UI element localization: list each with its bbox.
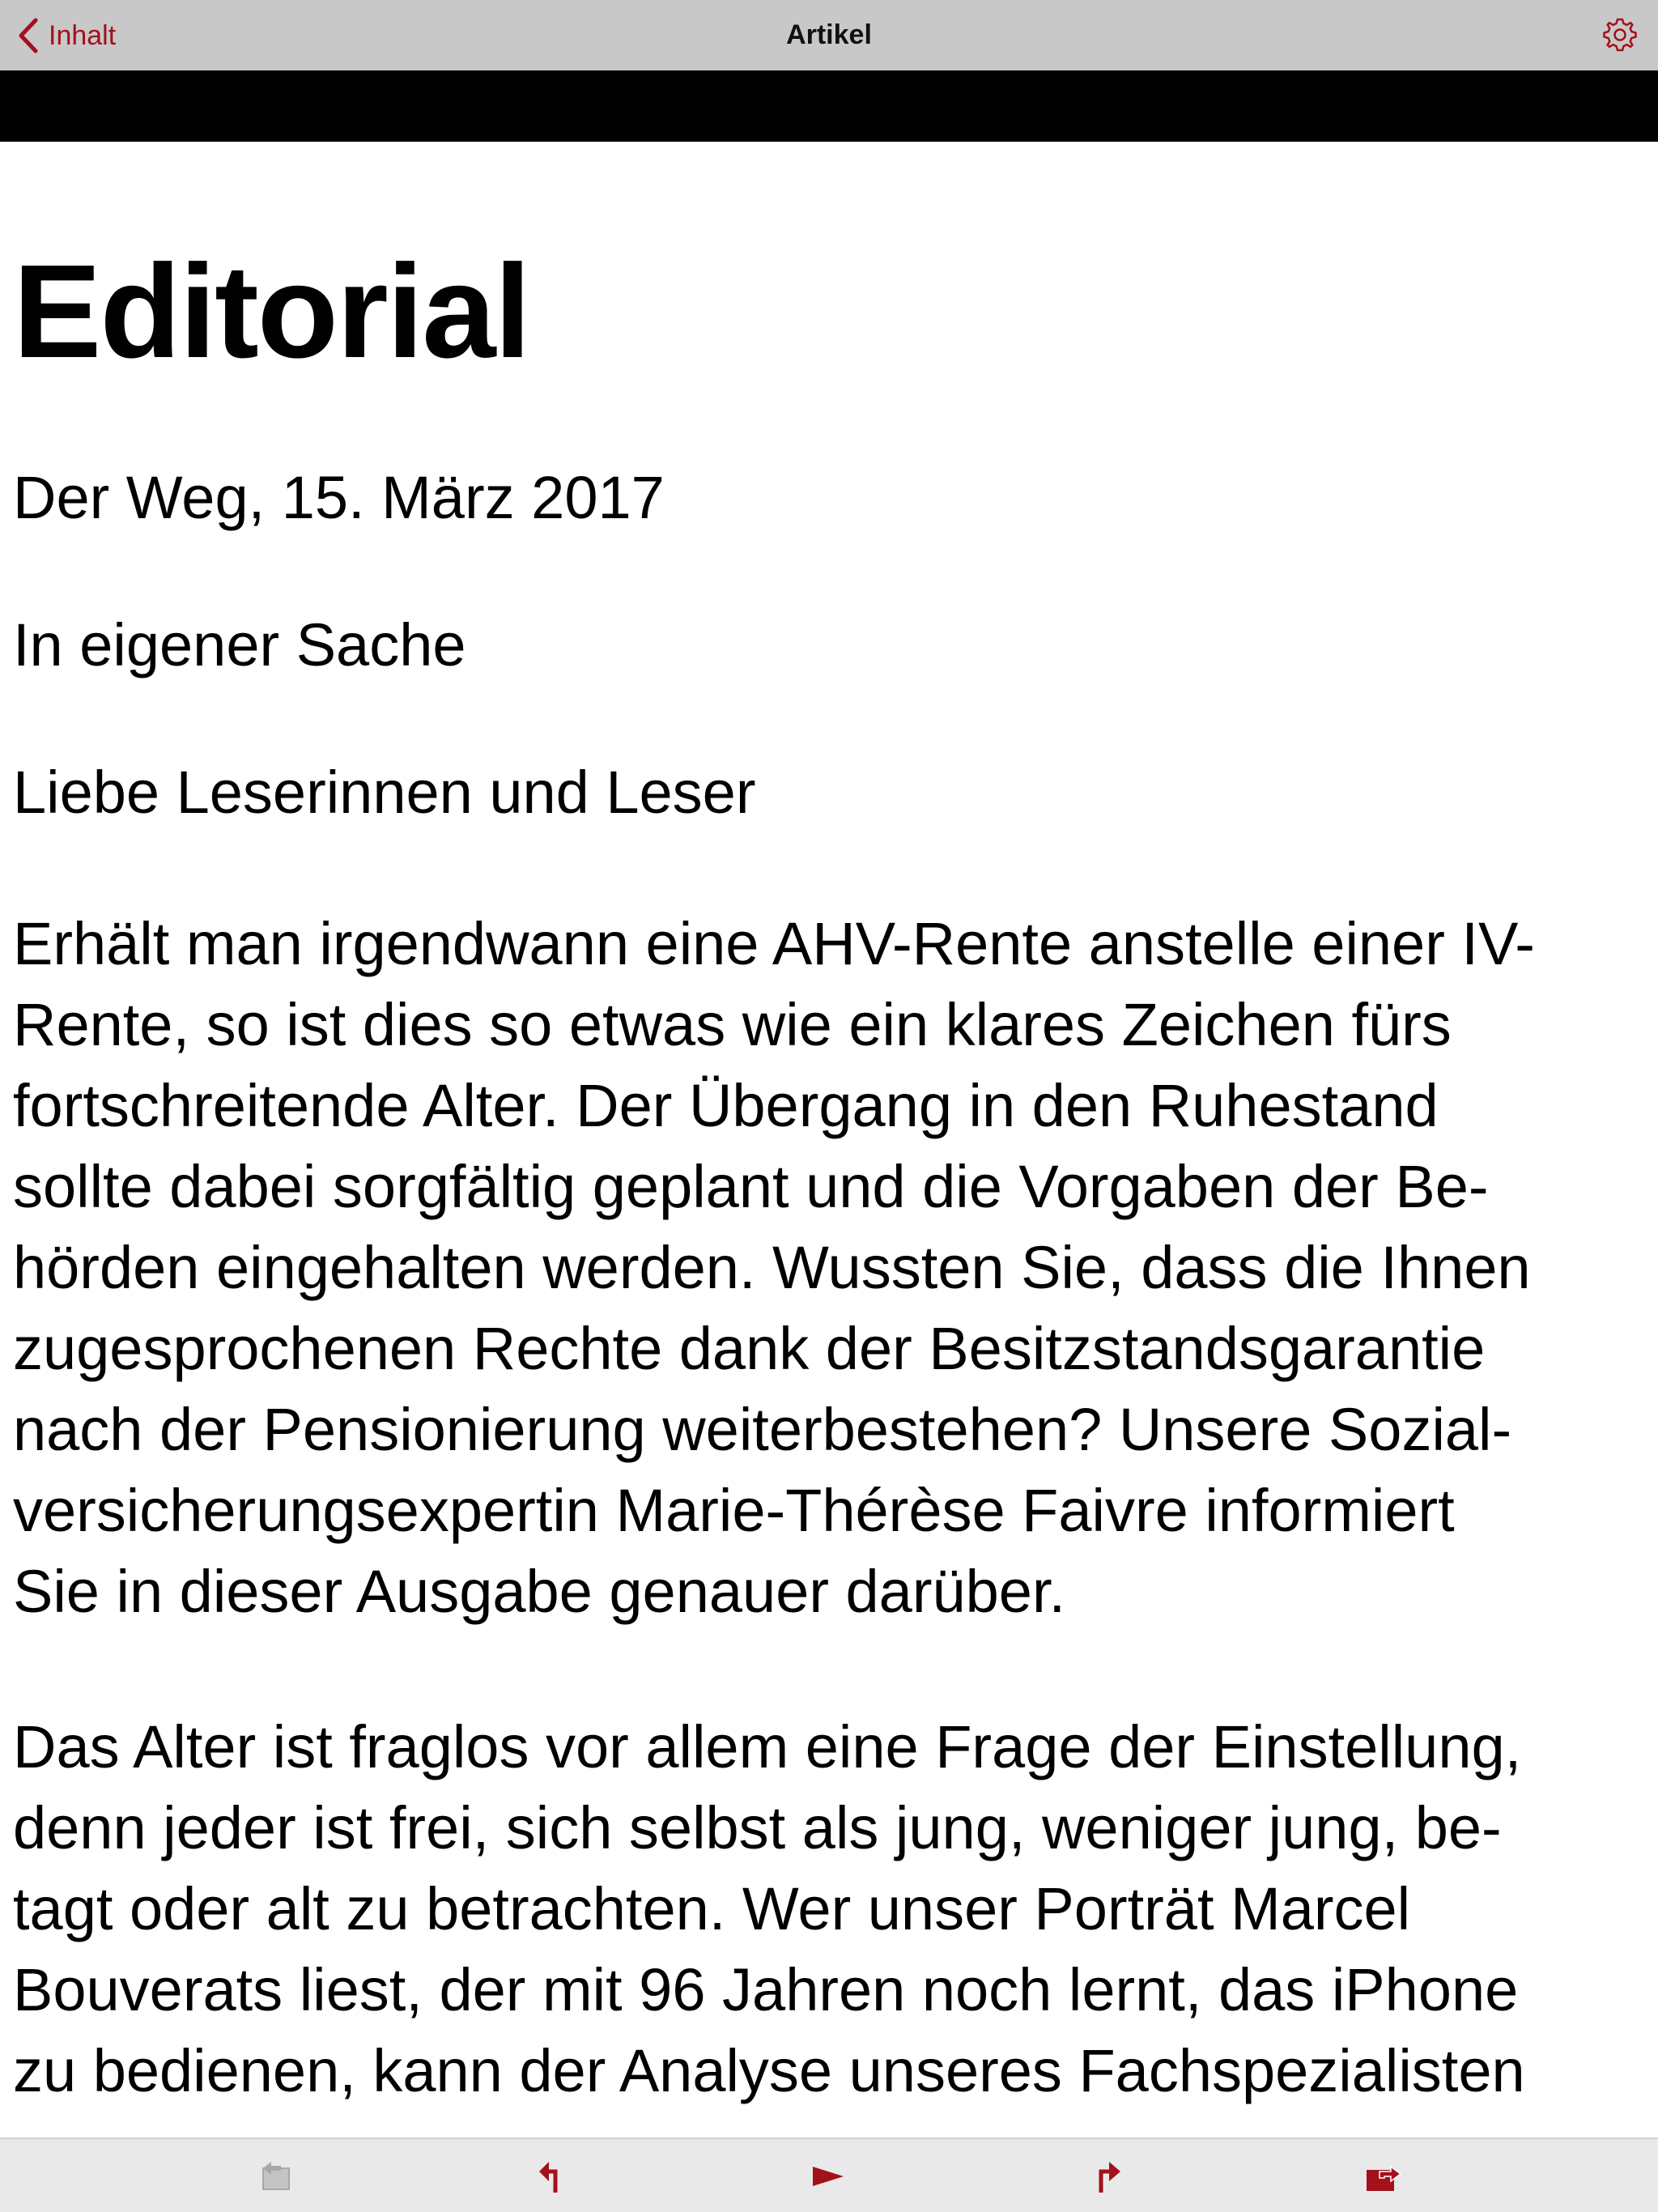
share-button[interactable] bbox=[1360, 2154, 1405, 2199]
settings-button[interactable] bbox=[1600, 15, 1640, 55]
article-content[interactable] bbox=[13, 142, 1640, 2138]
back-button[interactable] bbox=[16, 11, 116, 60]
previous-article-button[interactable] bbox=[531, 2154, 576, 2199]
gear-icon bbox=[1600, 15, 1640, 55]
article-source-date: Der Weg, 15. März 2017 bbox=[13, 464, 665, 531]
bottom-toolbar bbox=[0, 2138, 1658, 2212]
next-article-icon bbox=[1083, 2154, 1129, 2199]
article-title: Editorial bbox=[13, 237, 530, 385]
play-button[interactable] bbox=[806, 2154, 852, 2199]
header-band bbox=[0, 70, 1658, 142]
play-icon bbox=[806, 2154, 852, 2199]
previous-article-icon bbox=[531, 2154, 576, 2199]
back-button-label: Inhalt bbox=[49, 19, 117, 51]
first-article-button[interactable] bbox=[253, 2154, 299, 2199]
navigation-bar bbox=[0, 0, 1658, 70]
chevron-left-icon bbox=[16, 17, 39, 54]
first-article-icon bbox=[253, 2154, 299, 2199]
article-section: In eigener Sache bbox=[13, 611, 466, 678]
article-paragraph: Erhält man irgendwann eine AHV-Rente anstelle einer IV- Rente, so ist dies so etwas wie ein klares Zeichen fürs fortschreitende Alter. Der Übergang in den Ruhestand sollte dabei sorgfältig geplant und die Vorgaben der Be- hörden eingehalten werden. Wussten Sie, dass die Ihnen zugesprochenen Rechte dank der Besitzstandsgarantie nach der Pensionierung weiterbestehen? Unsere Sozial- versicherungsexpertin Marie-Thérèse Faivre informiert Sie in dieser Ausgabe genauer darüber. bbox=[13, 910, 1535, 1625]
share-icon bbox=[1360, 2154, 1405, 2199]
page-title: Artikel bbox=[786, 19, 872, 50]
next-article-button[interactable] bbox=[1083, 2154, 1129, 2199]
article-greeting: Liebe Leserinnen und Leser bbox=[13, 759, 756, 826]
article-paragraph: Das Alter ist fraglos vor allem eine Frage der Einstellung, denn jeder ist frei, sich selbst als jung, weniger jung, be- tagt oder alt zu betrachten. Wer unser Porträt Marcel Bouverats liest, der mit 96 Jahren noch lernt, das iPhone zu bedienen, kann der Analyse unseres Fachspezialisten bbox=[13, 1713, 1525, 2104]
